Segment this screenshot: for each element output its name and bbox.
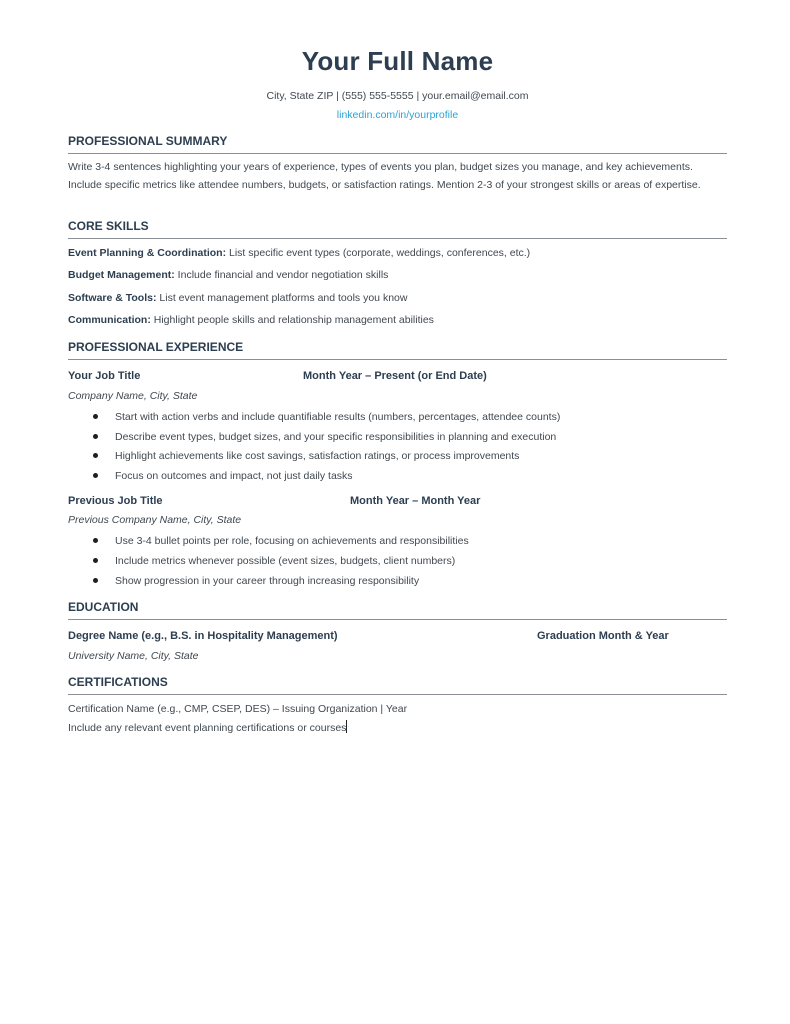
section-divider xyxy=(68,153,727,154)
job-title[interactable]: Previous Job Title xyxy=(68,495,163,507)
skill-item[interactable] xyxy=(68,290,407,306)
certification-line[interactable]: Certification Name (e.g., CMP, CSEP, DES) – Issuing Organization | Year xyxy=(68,703,408,715)
contact-info[interactable]: City, State ZIP | (555) 555-5555 | your.email@email.com xyxy=(266,90,529,102)
bullet-text: Use 3-4 bullet points per role, focusing on achievements and responsibilities xyxy=(115,535,469,547)
bullet-icon xyxy=(93,414,98,419)
bullet-text: Focus on outcomes and impact, not just daily tasks xyxy=(115,470,353,482)
bullet-text: Start with action verbs and include quantifiable results (numbers, percentages, attendee counts) xyxy=(115,411,561,423)
graduation-date[interactable]: Graduation Month & Year xyxy=(537,630,669,642)
university-name[interactable]: University Name, City, State xyxy=(68,650,199,662)
skill-label: Event Planning & Coordination: xyxy=(68,247,227,259)
job-title[interactable]: Your Job Title xyxy=(68,370,141,382)
bullet-icon xyxy=(93,558,98,563)
skill-text: Highlight people skills and relationship management abilities xyxy=(150,314,434,326)
skill-text: List event management platforms and tools you know xyxy=(156,292,408,304)
skill-item[interactable] xyxy=(68,267,388,283)
bullet-text: Include metrics whenever possible (event sizes, budgets, client numbers) xyxy=(115,555,456,567)
section-divider xyxy=(68,694,727,695)
bullet-icon xyxy=(93,538,98,543)
bullet-icon xyxy=(93,473,98,478)
full-name[interactable]: Your Full Name xyxy=(301,46,494,76)
skill-text: Include financial and vendor negotiation skills xyxy=(174,269,389,281)
bullet-text: Describe event types, budget sizes, and your specific responsibilities in planning and execution xyxy=(115,431,557,443)
bullet-text: Show progression in your career through increasing responsibility xyxy=(115,575,420,587)
section-title-summary: PROFESSIONAL SUMMARY xyxy=(68,134,228,148)
degree-name[interactable]: Degree Name (e.g., B.S. in Hospitality Management) xyxy=(68,630,338,642)
section-title-skills: CORE SKILLS xyxy=(68,219,149,233)
section-divider xyxy=(68,359,727,360)
section-divider xyxy=(68,619,727,620)
certification-line[interactable] xyxy=(68,720,347,736)
company-name[interactable]: Company Name, City, State xyxy=(68,390,198,402)
bullet-text: Highlight achievements like cost savings, satisfaction ratings, or process improvements xyxy=(115,450,520,462)
text-cursor xyxy=(346,720,347,733)
skill-label: Communication: xyxy=(68,314,151,326)
bullet-icon xyxy=(93,453,98,458)
skill-text: List specific event types (corporate, weddings, conferences, etc.) xyxy=(226,247,531,259)
job-dates[interactable]: Month Year – Present (or End Date) xyxy=(303,370,487,382)
bullet-icon xyxy=(93,434,98,439)
skill-item[interactable] xyxy=(68,245,530,261)
section-divider xyxy=(68,238,727,239)
section-title-experience: PROFESSIONAL EXPERIENCE xyxy=(68,340,244,354)
section-title-education: EDUCATION xyxy=(68,600,139,614)
linkedin-link[interactable]: linkedin.com/in/yourprofile xyxy=(336,109,459,121)
skill-item[interactable] xyxy=(68,312,434,328)
company-name[interactable]: Previous Company Name, City, State xyxy=(68,514,242,526)
skill-label: Software & Tools: xyxy=(68,292,157,304)
bullet-icon xyxy=(93,578,98,583)
certification-text: Include any relevant event planning certifications or courses xyxy=(68,722,347,734)
summary-text[interactable]: Write 3-4 sentences highlighting your years of experience, types of events you plan, budget sizes you manage, and key achievements. Include specific metrics like attendee numbers, budgets, or satisfaction ratings. Mention 2-3 of your strongest skills or areas of expertise. xyxy=(68,161,701,191)
skill-label: Budget Management: xyxy=(68,269,175,281)
job-dates[interactable]: Month Year – Month Year xyxy=(350,495,481,507)
section-title-certifications: CERTIFICATIONS xyxy=(68,675,168,689)
